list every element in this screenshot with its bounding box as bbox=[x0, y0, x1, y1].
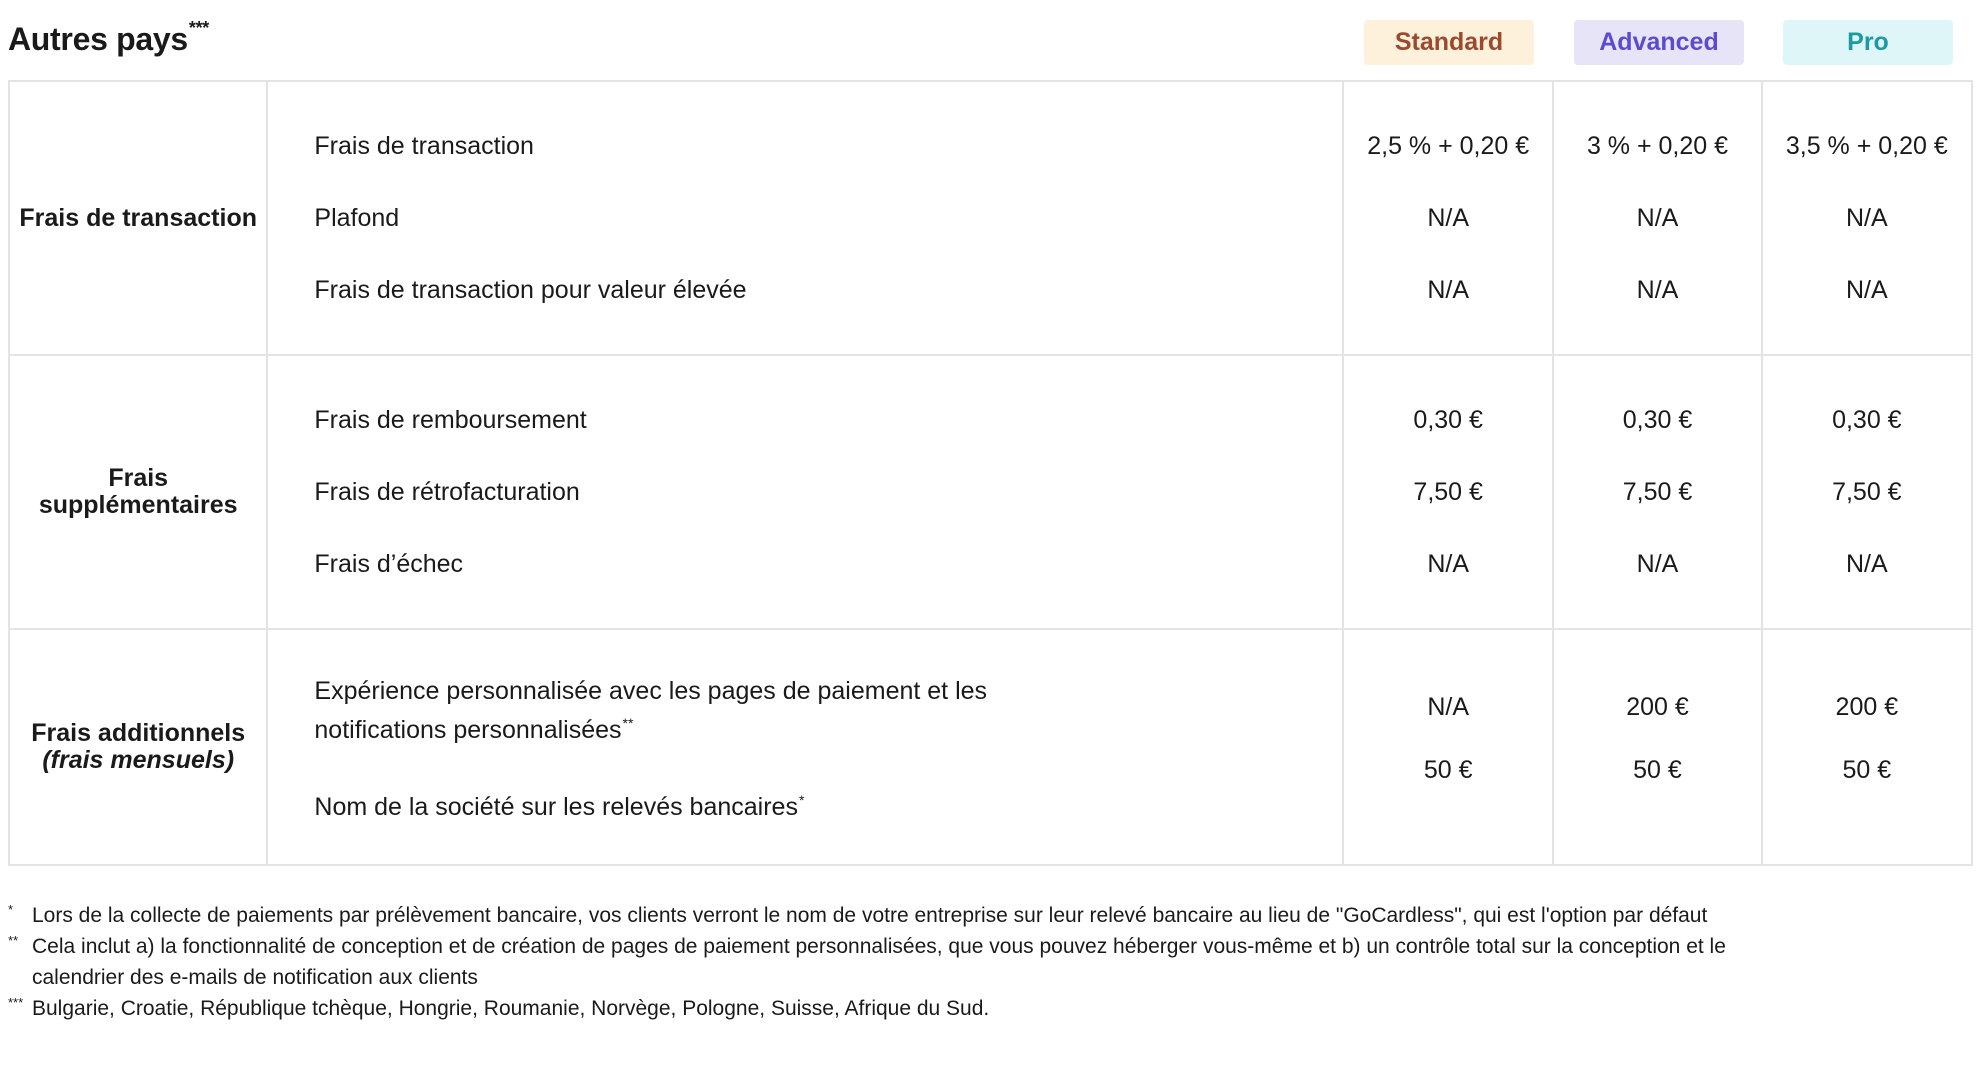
pro-values-cell bbox=[1762, 81, 1972, 355]
value: N/A bbox=[1845, 203, 1888, 232]
value: 0,30 € bbox=[1622, 405, 1693, 434]
value: N/A bbox=[1427, 203, 1470, 232]
value: 3,5 % + 0,20 € bbox=[1785, 131, 1948, 160]
standard-values-cell bbox=[1343, 81, 1553, 355]
footnote-mark: * bbox=[8, 902, 14, 917]
pro-values-cell bbox=[1762, 355, 1972, 629]
value: 7,50 € bbox=[1832, 477, 1902, 506]
value: 0,30 € bbox=[1832, 405, 1902, 434]
section-additional-fees bbox=[9, 355, 1972, 629]
row-label: Frais d’échec bbox=[314, 550, 464, 578]
footnote-text: Bulgarie, Croatie, République tchèque, Hongrie, Roumanie, Norvège, Pologne, Suisse, Afrique du Sud. bbox=[32, 997, 990, 1020]
row-label: Frais de rétrofacturation bbox=[314, 478, 580, 506]
value: 200 € bbox=[1835, 692, 1899, 721]
labels-cell bbox=[267, 81, 1343, 355]
row-label: Expérience personnalisée avec les pages de paiement et les notifications personnalisées** bbox=[314, 676, 988, 744]
footnote-mark: ** bbox=[8, 933, 19, 948]
row-label: Frais de transaction pour valeur élevée bbox=[314, 276, 747, 304]
plan-badge-advanced: Advanced bbox=[1574, 20, 1744, 65]
category-label: Frais supplémentaires bbox=[38, 464, 238, 519]
footnote-text: Lors de la collecte de paiements par prélèvement bancaire, vos clients verront le nom de votre entreprise sur leur relevé bancaire au lieu de "GoCardless", qui est l'option par défaut bbox=[32, 904, 1708, 927]
value: 50 € bbox=[1633, 756, 1682, 784]
value: 7,50 € bbox=[1413, 477, 1483, 506]
fees-table bbox=[8, 80, 1973, 866]
value: N/A bbox=[1427, 692, 1470, 721]
category-label: Frais additionnels bbox=[31, 719, 246, 747]
page-title bbox=[8, 18, 209, 58]
value: 50 € bbox=[1842, 756, 1892, 784]
value: 50 € bbox=[1423, 756, 1473, 784]
row-label: Plafond bbox=[314, 204, 400, 232]
value: N/A bbox=[1427, 275, 1470, 304]
value: N/A bbox=[1427, 549, 1470, 578]
footnote-item bbox=[8, 900, 1728, 931]
value: 200 € bbox=[1626, 692, 1689, 721]
advanced-values-cell bbox=[1553, 81, 1761, 355]
page-title-marker: *** bbox=[188, 18, 210, 38]
value: N/A bbox=[1636, 203, 1679, 232]
advanced-values-cell bbox=[1553, 355, 1761, 629]
section-category bbox=[9, 81, 267, 355]
footnote-marker: * bbox=[798, 792, 805, 808]
row-label: Frais de transaction bbox=[314, 132, 534, 160]
plan-badge-standard: Standard bbox=[1364, 20, 1534, 65]
section-monthly-fees bbox=[9, 629, 1972, 865]
footnote-marker: ** bbox=[622, 714, 634, 731]
category-sublabel: (frais mensuels) bbox=[42, 746, 235, 774]
row-label: Frais de remboursement bbox=[314, 406, 587, 434]
footnotes bbox=[8, 900, 1728, 1024]
category-label: Frais de transaction bbox=[19, 203, 257, 232]
pro-values-cell bbox=[1762, 629, 1972, 865]
footnote-text: Cela inclut a) la fonctionnalité de conception et de création de pages de paiement personnalisées, que vous pouvez héberger vous-même et b) un contrôle total sur la conception et le calendrier des e-mails de notification aux clients bbox=[32, 935, 1726, 989]
value: N/A bbox=[1636, 549, 1679, 578]
plan-badge-pro: Pro bbox=[1783, 20, 1953, 65]
row-label: Nom de la société sur les relevés bancaires* bbox=[314, 792, 805, 821]
page-title-text: Autres pays bbox=[8, 21, 188, 57]
standard-values-cell bbox=[1343, 629, 1553, 865]
value: N/A bbox=[1845, 275, 1888, 304]
value: N/A bbox=[1636, 275, 1679, 304]
advanced-values-cell bbox=[1553, 629, 1761, 865]
value: 7,50 € bbox=[1622, 477, 1693, 506]
labels-cell bbox=[267, 629, 1343, 865]
standard-values-cell bbox=[1343, 355, 1553, 629]
section-transaction-fees bbox=[9, 81, 1972, 355]
value: 3 % + 0,20 € bbox=[1586, 131, 1729, 160]
value: 0,30 € bbox=[1413, 405, 1483, 434]
section-category bbox=[9, 629, 267, 865]
value: 2,5 % + 0,20 € bbox=[1367, 131, 1530, 160]
labels-cell bbox=[267, 355, 1343, 629]
value: N/A bbox=[1845, 549, 1888, 578]
footnote-item bbox=[8, 931, 1728, 993]
section-category bbox=[9, 355, 267, 629]
footnote-mark: *** bbox=[8, 995, 24, 1010]
footnote-item bbox=[8, 993, 1728, 1024]
